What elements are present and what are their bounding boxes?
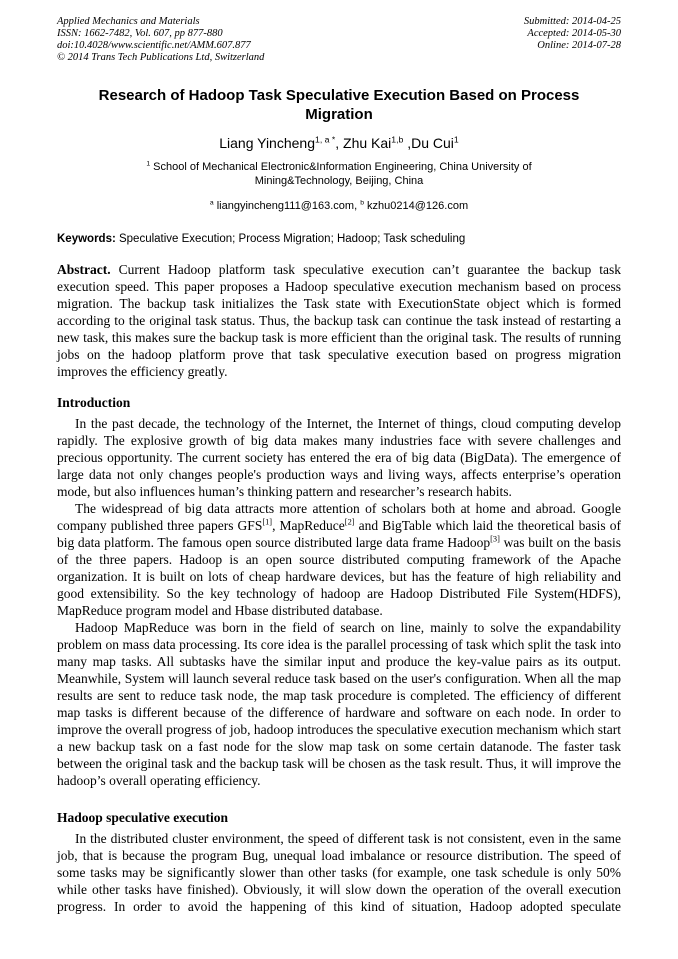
speculative-execution-paragraph-1: In the distributed cluster environment, the speed of different task is not consistent, even in the same job, that is because the program Bug, unequal load imbalance or resource distribution. The speed of some tasks may be significantly slower than other tasks (for example, one task schedule is only 50% while other tasks have finished). Obviously, it will slow down the operation of the overall execution progress. In order to avoid the happening of this kind of situation, Hadoop adopted speculate [57, 831, 621, 914]
authors-line: Liang Yincheng$^{1, a *}$, Zhu Kai$^{1,b}$ ,Du Cui$^1$ [219, 134, 459, 151]
keywords-line: Keywords: Speculative Execution; Process Migration; Hadoop; Task scheduling [57, 233, 466, 245]
paper-title: Research of Hadoop Task Speculative Execution Based on Process Migration [98, 87, 580, 123]
affiliation-line: $^1$ School of Mechanical Electronic&Information Engineering, China University of Mining&Technology, Beijing, China [146, 160, 532, 187]
abstract-paragraph: Abstract. Current Hadoop platform task speculative execution can’t guarantee the backup task execution speed. This paper proposes a Hadoop speculative execution mechanism based on process migration. The backup task initializes the Task state with ExecutionState object which is formed according to the original task status. Thus, the backup task can continue the task instead of restarting a new task, this makes sure the backup task is more efficient than the original task. The results of running jobs on the hadoop platform prove that task speculative execution based on progress migration improves the efficiency greatly. [57, 262, 621, 379]
online-date: Online: 2014-07-28 [537, 40, 621, 51]
accepted-date: Accepted: 2014-05-30 [527, 28, 621, 39]
section-heading-hadoop-speculative-execution: Hadoop speculative execution [57, 810, 228, 825]
submitted-date: Submitted: 2014-04-25 [523, 16, 621, 27]
journal-title: Applied Mechanics and Materials [57, 16, 200, 27]
submission-dates [524, 16, 621, 64]
introduction-paragraph-2: The widespread of big data attracts more attention of scholars both at home and abroad. Google company published three papers GFS[1], MapReduce[2] and BigTable which laid the theoretical basis of big data platform. The famous open source distributed large data frame Hadoop[3] was built on the basis of the three papers. Hadoop is an open source distributed computing framework of the Apache organization. It is built on lots of cheap hardware devices, but has the feature of high reliability and good extensibility. So the key technology of hadoop are Hadoop Distributed File System(HDFS), MapReduce program model and Hbase distributed database. [57, 501, 621, 618]
emails-line: $^a$ liangyincheng111@163.com, $^b$ kzhu0214@126.com [209, 199, 469, 212]
journal-doi: doi:10.4028/www.scientific.net/AMM.607.877 [57, 40, 251, 51]
section-heading-introduction: Introduction [57, 395, 131, 410]
introduction-paragraph-1: In the past decade, the technology of the Internet, the Internet of things, cloud computing develop rapidly. The explosive growth of big data makes many industries face with severe challenges and precious opportunity. The current society has entered the era of big data (BigData). The emergence of large data not only changes people's production ways and living ways, affects enterprise’s operation mode, but also influences human’s thinking pattern and researcher’s research habits. [57, 416, 621, 499]
journal-issn-volume: ISSN: 1662-7482, Vol. 607, pp 877-880 [57, 28, 223, 39]
introduction-paragraph-3: Hadoop MapReduce was born in the field of search on line, mainly to solve the expandability problem on mass data processing. Its core idea is the parallel processing of task which split the task into many map tasks. All subtasks have the similar input and produce the key-value pairs as its output. Meanwhile, System will launch several reduce task based on the user's configuration. When all the map results are sent to reduce task node, the map task procedure is completed. The efficiency of different map tasks is different because of the difference of hardware and software on each node. In order to improve the overall progress of job, hadoop introduces the speculative execution mechanism which start a new backup task on a fast node for the slow map task on some certain datanode. The faster task between the original task and the backup task will be chosen as the task result. Thus, it will improve the hadoop’s overall operating efficiency. [57, 620, 621, 788]
journal-info [57, 16, 264, 64]
journal-copyright: © 2014 Trans Tech Publications Ltd, Switzerland [57, 52, 265, 63]
journal-header [57, 16, 621, 64]
